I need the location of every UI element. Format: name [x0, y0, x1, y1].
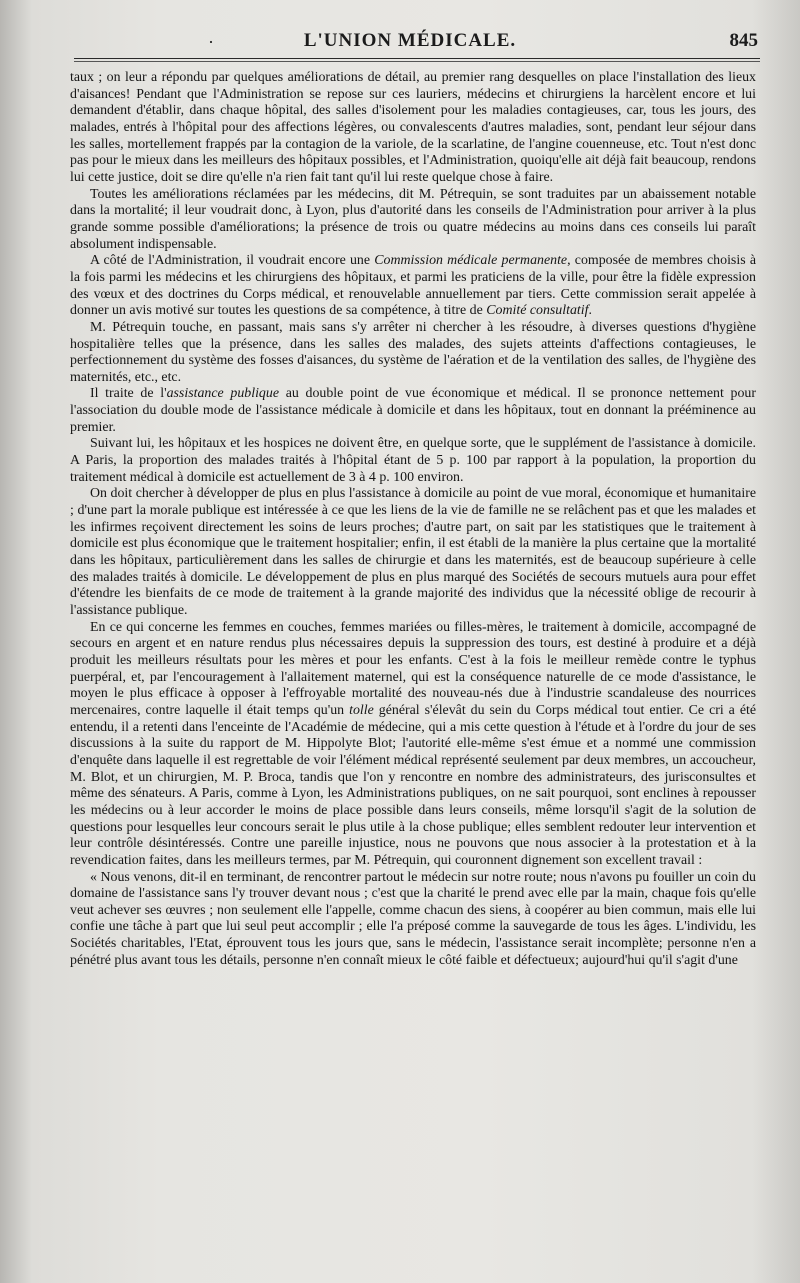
paragraph-4: [70, 320, 756, 387]
paragraph-text: Toutes les améliorations réclamées par les médecins, dit M. Pétrequin, se sont traduites par un abaissement notable dans la mortalité; il leur voudrait donc, à Lyon, plus d'autorité dans les conseils de l'Administration pour arriver à la plus grande somme possible d'améliorations; la présence de trois ou quatre médecins au moins dans ces conseils lui paraît absolument indispensable.: [70, 186, 756, 252]
paragraph-text: On doit chercher à développer de plus en plus l'assistance à domicile au point de vue moral, économique et humanitaire ; d'une part la morale publique est intéressée à ce que les liens de la vie de famille ne se relâchent pas et que les malades et les infirmes reçoivent directement les soins de leurs proches; d'autre part, on sait par les statistiques que le traitement à domicile est plus économique que le traitement hospitalier; enfin, il est établi de la manière la plus certaine que la mortalité dans les hôpitaux, particulièrement dans les salles de chirurgie et dans les maternités, est de beaucoup supérieure à celle des malades traités à domicile. Le développement de plus en plus marqué des Sociétés de secours mutuels aura pour effet d'étendre les bienfaits de ce mode de traitement à la grande majorité des individus que la nécessité oblige de recourir à l'assistance publique.: [70, 486, 756, 618]
header-dot: ·: [208, 32, 214, 52]
paragraph-8: [70, 620, 756, 870]
paragraph-text: En ce qui concerne les femmes en couches, femmes mariées ou filles-mères, le traitement à domicile, accompagné de secours en argent et en nature rendus plus nécessaires depuis la suppression des tours, est destiné à produire et a déjà produit les meilleurs résultats pour les mères et pour les enfants. C'est à la fois le meilleur remède contre le typhus puerpéral, et, par l'encouragement à l'allaitement maternel, qui est la conséquence naturelle de ce mode d'assistance, le moyen le plus efficace à opposer à l'effroyable mortalité des nouveau-nés due à l'industrie scandaleuse des nourrices mercenaires, contre laquelle il était temps qu'un: [70, 619, 756, 718]
header-rule-thin: [74, 61, 760, 62]
paragraph-text: M. Pétrequin touche, en passant, mais sans s'y arrêter ni chercher à les résoudre, à diverses questions d'hygiène hospitalière telles que la présence, dans les salles des malades, des sujets atteints d'affections contagieuses, le perfectionnement du système des fosses d'aisances, du système de l'aération et de la ventilation des salles, de l'hygiène des maternités, etc., etc.: [70, 319, 756, 385]
journal-title: L'UNION MÉDICALE.: [303, 30, 517, 51]
italic-commission-medicale: Commission médicale permanente: [374, 253, 568, 269]
paragraph-text: Suivant lui, les hôpitaux et les hospices ne doivent être, en quelque sorte, que le supplément de l'assistance à domicile. A Paris, la proportion des malades traités à l'hôpital étant de 5 p. 100 par rapport à la population, la proportion du traitement médical à domicile est actuellement de 3 à 4 p. 100 environ.: [70, 436, 756, 485]
paragraph-text: taux ; on leur a répondu par quelques améliorations de détail, au premier rang desquelles on place l'installation des lieux d'aisances! Pendant que l'Administration se repose sur ces lauriers, médecins et chirurgiens la harcèlent encore et lui demandent d'établir, dans chaque hôpital, des salles d'isolement pour les maladies contagieuses, car, tous les jours, des malades, entrés à l'hôpital pour des affections légères, ou convalescents d'autres maladies, sont, pendant leur séjour dans les salles, mortellement frappés par la contagion de la variole, de la scarlatine, de l'angine couenneuse, etc. Tout n'est donc pas pour le mieux dans les meilleurs des hôpitaux possibles, et l'Administration, quoiqu'elle ait déjà fait beaucoup, rendons lui cette justice, doit se dire qu'elle n'a rien fait tant qu'il lui reste quelque chose à faire.: [70, 70, 756, 185]
italic-tolle: tolle: [349, 702, 374, 718]
paragraph-text: général s'élevât du sein du Corps médical tout entier. Ce cri a été entendu, il a retenti dans l'enceinte de l'Académie de médecine, qui a mis cette question à l'étude et à l'ordre du jour de ses discussions à la suite du rapport de M. Hippolyte Blot; l'autorité elle-même s'est émue et a nommé une commission d'enquête dans laquelle il est regrettable de voir l'élément médical représenté seulement par deux membres, un accoucheur, M. Blot, et un chirurgien, M. P. Broca, tandis que l'on y rencontre en nombre des administrateurs, des jurisconsultes et même des sénateurs. A Paris, comme à Lyon, les Administrations publiques, on ne sait pourquoi, sont enclines à repousser les médecins ou à leur accorder le moins de place possible dans leurs conseils, même lorsqu'il s'agit de la solution de questions pour lesquelles leur concours serait le plus utile à la chose publique; elles semblent redouter leur intervention et leur contrôle désintéressés. Contre une pareille injustice, nous ne pouvons que nous associer à la protestation et à la revendication faites, dans les meilleurs termes, par M. Pétrequin, qui couronnent dignement son excellent travail :: [70, 702, 756, 868]
paragraph-3: [70, 253, 756, 320]
paragraph-text: , composée de membres choisis à la fois parmi les médecins et les chirurgiens des hôpitaux, et parmi les praticiens de la ville, pour être la fidèle expression des vœux et des doctrines du Corps médical, et renouvelable annuellement par tiers. Cette commission serait appelée à donner un avis motivé sur toutes les questions de sa compétence, à titre de: [70, 253, 756, 319]
page-number: 845: [729, 30, 758, 51]
paragraph-1: [70, 70, 756, 187]
paragraph-9-quote: [70, 870, 756, 970]
paragraph-text: .: [588, 303, 592, 319]
paragraph-text: A côté de l'Administration, il voudrait encore une: [90, 253, 375, 269]
paragraph-7: [70, 486, 756, 619]
paragraph-text: au double point de vue économique et médical. Il se prononce nettement pour l'association du double mode de l'assistance médicale à domicile et dans les hôpitaux, tout en donnant la prééminence au premier.: [70, 386, 756, 435]
header-rule: [74, 58, 760, 59]
paragraph-6: [70, 436, 756, 486]
italic-comite-consultatif: Comité consultatif: [486, 303, 589, 319]
page-header: [60, 28, 760, 58]
paragraph-5: [70, 386, 756, 436]
paragraph-text: Il traite de l': [90, 386, 167, 402]
paragraph-text: « Nous venons, dit-il en terminant, de rencontrer partout le médecin sur notre route; nous n'avons pu fouiller un coin du domaine de l'assistance sans l'y trouver devant nous ; c'est que la charité le prend avec elle par la main, chaque fois qu'elle veut achever ses œuvres ; non seulement elle l'appelle, comme chacun des siens, à coopérer au bien commun, mais elle lui confie une tâche à part que lui seul peut accomplir ; elle l'a préposé comme la sauvegarde de tous les âges. L'individu, les Sociétés charitables, l'Etat, éprouvent tous les jours que, sans le médecin, l'assistance serait incomplète; personne n'en a pénétré plus avant tous les détails, personne n'en connaît mieux le côté faible et défectueux; aujourd'hui qu'il s'agit d'une: [70, 869, 756, 968]
italic-assistance-publique: assistance publique: [166, 386, 279, 402]
article-body: [70, 70, 756, 1270]
paragraph-2: [70, 187, 756, 254]
